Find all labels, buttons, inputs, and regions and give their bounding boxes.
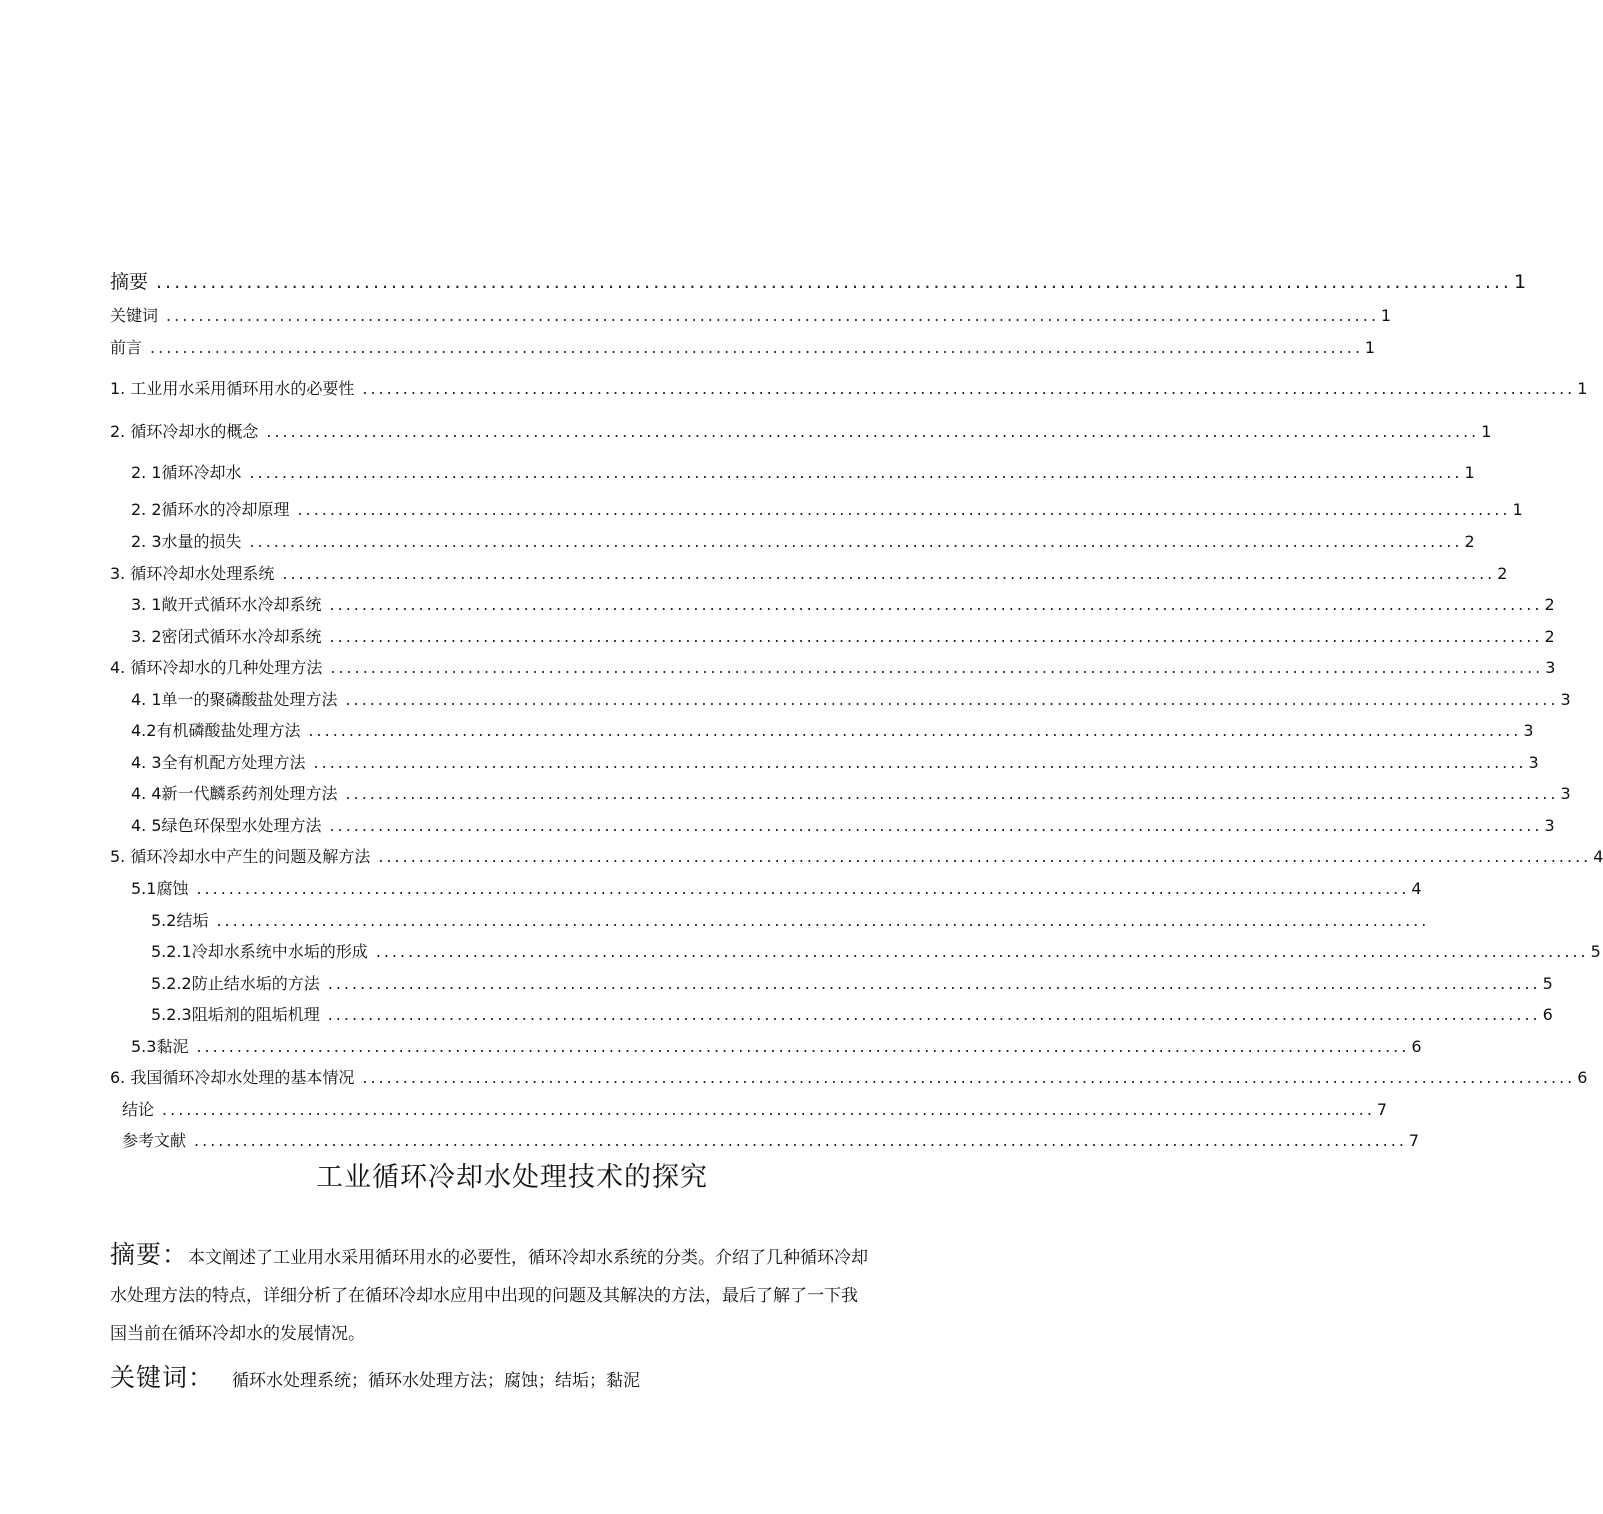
toc-entry xyxy=(131,879,1422,899)
toc-entry-page: 4 xyxy=(1411,879,1422,898)
toc-entry xyxy=(151,942,1601,962)
toc-leader-dots: ...................................................................................................................................................... xyxy=(329,595,1543,614)
toc-entry xyxy=(151,1005,1553,1025)
abstract-text: 本文阐述了工业用水采用循环用水的必要性，循环冷却水系统的分类。介绍了几种循环冷却水处理方法的特点，详细分析了在循环冷却水应用中出现的问题及其解决的方法，最后了解了一下我国当前在循环冷却水的发展情况。 xyxy=(110,1248,869,1344)
toc-entry xyxy=(131,463,1475,483)
toc-entry-page: 1 xyxy=(1464,463,1475,482)
toc-entry-label: 5.3黏泥 xyxy=(131,1037,189,1056)
toc-entry-label: 5.2.1冷却水系统中水垢的形成 xyxy=(151,942,368,961)
toc-entry-label: 2. 循环冷却水的概念 xyxy=(110,422,259,441)
toc-leader-dots: ...................................................................................................................................................... xyxy=(196,1037,1410,1056)
toc-entry xyxy=(122,1100,1388,1120)
toc-leader-dots: ...................................................................................................................................................... xyxy=(162,1100,1375,1119)
toc-entry xyxy=(131,690,1571,710)
toc-leader-dots: ...................................................................................................................................................... xyxy=(249,463,1463,482)
toc-leader-dots: ...................................................................................................................................................... xyxy=(330,658,1544,677)
toc-entry-label: 4. 4新一代麟系药剂处理方法 xyxy=(131,784,338,803)
toc-entry-label: 2. 2循环水的冷却原理 xyxy=(131,500,290,519)
toc-entry-page: 3 xyxy=(1544,816,1555,835)
toc-leader-dots: ...................................................................................................................................................... xyxy=(345,784,1559,803)
toc-leader-dots: ...................................................................................................................................................... xyxy=(327,1005,1541,1024)
toc-leader-dots: ...................................................................................................................................................... xyxy=(329,816,1543,835)
toc-entry-page: 3 xyxy=(1545,658,1556,677)
toc-entry-label: 关键词 xyxy=(110,306,159,325)
toc-entry xyxy=(110,658,1556,678)
toc-entry xyxy=(131,721,1534,741)
toc-leader-dots: ...................................................................................................................................................... xyxy=(266,422,1480,441)
toc-entry-page: 6 xyxy=(1542,1005,1553,1024)
document-title: 工业循环冷却水处理技术的探究 xyxy=(316,1162,708,1193)
toc-leader-dots: ...................................................................................................................................................... xyxy=(297,500,1511,519)
toc-entry xyxy=(131,532,1475,552)
toc-entry-label: 3. 2密闭式循环水冷却系统 xyxy=(131,627,322,646)
toc-entry xyxy=(151,911,1430,931)
toc-leader-dots: ...................................................................................................................................................... xyxy=(194,1131,1407,1150)
abstract-paragraph xyxy=(110,1236,870,1353)
toc-entry xyxy=(131,595,1555,615)
toc-entry xyxy=(131,753,1539,773)
toc-leader-dots: ...................................................................................................................................................... xyxy=(375,942,1589,961)
toc-entry-label: 3. 循环冷却水处理系统 xyxy=(110,564,275,583)
toc-entry xyxy=(151,974,1553,994)
toc-entry-page: 1 xyxy=(1380,306,1392,325)
toc-leader-dots: ...................................................................................................................................................... xyxy=(313,753,1527,772)
toc-entry-label: 5.2.3阻垢剂的阻垢机理 xyxy=(151,1005,320,1024)
toc-entry xyxy=(131,784,1571,804)
toc-entry-page: 7 xyxy=(1408,1131,1420,1150)
toc-entry-page: 1 xyxy=(1512,500,1523,519)
toc-entry-page: 7 xyxy=(1376,1100,1388,1119)
toc-entry-page: 3 xyxy=(1528,753,1539,772)
toc-entry-label: 结论 xyxy=(122,1100,155,1119)
toc-entry-page: 3 xyxy=(1560,690,1571,709)
toc-entry xyxy=(131,1037,1422,1057)
toc-leader-dots: ...................................................................................................................................................... xyxy=(378,847,1592,866)
toc-entry-label: 参考文献 xyxy=(122,1131,187,1150)
toc-entry-page: 2 xyxy=(1544,595,1555,614)
toc-entry-page: 6 xyxy=(1577,1068,1588,1087)
toc-leader-dots: ...................................................................................................................................................... xyxy=(156,271,1512,293)
toc-entry-page: 1 xyxy=(1364,338,1376,357)
toc-leader-dots: ...................................................................................................................................................... xyxy=(327,974,1541,993)
toc-entry-page: 5 xyxy=(1590,942,1601,961)
toc-entry-label: 摘要 xyxy=(110,271,149,293)
toc-entry-label: 4. 循环冷却水的几种处理方法 xyxy=(110,658,323,677)
toc-entry-label: 4. 5绿色环保型水处理方法 xyxy=(131,816,322,835)
toc-entry xyxy=(131,500,1523,520)
toc-leader-dots: ...................................................................................................................................................... xyxy=(249,532,1463,551)
keywords-text: 循环水处理系统；循环水处理方法；腐蚀；结垢；黏泥 xyxy=(232,1371,641,1391)
toc-entry-page: 2 xyxy=(1464,532,1475,551)
toc-entry-page: 3 xyxy=(1523,721,1534,740)
toc-entry-label: 6. 我国循环冷却水处理的基本情况 xyxy=(110,1068,355,1087)
toc-entry-page: 2 xyxy=(1497,564,1508,583)
toc-entry-label: 4.2有机磷酸盐处理方法 xyxy=(131,721,301,740)
toc-entry xyxy=(110,564,1508,584)
toc-leader-dots: ...................................................................................................................................................... xyxy=(166,306,1379,325)
toc-entry-label: 2. 1循环冷却水 xyxy=(131,463,242,482)
toc-entry xyxy=(110,271,1527,293)
toc-entry-page: 4 xyxy=(1593,847,1603,866)
toc-entry xyxy=(110,847,1603,867)
toc-leader-dots: ...................................................................................................................................................... xyxy=(196,879,1410,898)
toc-entry-label: 5.2.2防止结水垢的方法 xyxy=(151,974,320,993)
toc-entry xyxy=(110,306,1392,326)
toc-entry xyxy=(131,816,1555,836)
toc-entry-label: 前言 xyxy=(110,338,143,357)
toc-leader-dots: ...................................................................................................................................................... xyxy=(345,690,1559,709)
toc-entry-label: 5.1腐蚀 xyxy=(131,879,189,898)
toc-leader-dots: ...................................................................................................................................................... xyxy=(282,564,1496,583)
toc-entry-label: 1. 工业用水采用循环用水的必要性 xyxy=(110,379,355,398)
toc-entry-page: 5 xyxy=(1542,974,1553,993)
toc-entry-label: 2. 3水量的损失 xyxy=(131,532,242,551)
toc-entry xyxy=(110,338,1376,358)
toc-entry-page: 3 xyxy=(1560,784,1571,803)
toc-entry-page: 1 xyxy=(1481,422,1492,441)
toc-entry xyxy=(110,422,1492,442)
toc-entry-label: 4. 3全有机配方处理方法 xyxy=(131,753,306,772)
toc-entry-label: 5.2结垢 xyxy=(151,911,209,930)
toc-entry xyxy=(110,379,1588,399)
toc-entry-page: 6 xyxy=(1411,1037,1422,1056)
toc-entry xyxy=(110,1068,1588,1088)
toc-leader-dots: ...................................................................................................................................................... xyxy=(150,338,1363,357)
toc-entry-label: 3. 1敞开式循环水冷却系统 xyxy=(131,595,322,614)
keywords-line xyxy=(110,1358,870,1401)
toc-leader-dots: ...................................................................................................................................................... xyxy=(362,379,1576,398)
abstract-label: 摘要： xyxy=(110,1240,189,1269)
toc-entry xyxy=(122,1131,1420,1151)
toc-entry-page: 1 xyxy=(1513,271,1527,293)
toc-entry-page: 2 xyxy=(1544,627,1555,646)
toc-leader-dots: ...................................................................................................................................................... xyxy=(216,911,1430,930)
toc-leader-dots: ...................................................................................................................................................... xyxy=(362,1068,1576,1087)
toc-leader-dots: ...................................................................................................................................................... xyxy=(308,721,1522,740)
toc-entry-page: 1 xyxy=(1577,379,1588,398)
toc-leader-dots: ...................................................................................................................................................... xyxy=(329,627,1543,646)
toc-entry-label: 4. 1单一的聚磷酸盐处理方法 xyxy=(131,690,338,709)
toc-entry xyxy=(131,627,1555,647)
keywords-label: 关键词： xyxy=(110,1363,215,1392)
toc-entry-label: 5. 循环冷却水中产生的问题及解方法 xyxy=(110,847,371,866)
